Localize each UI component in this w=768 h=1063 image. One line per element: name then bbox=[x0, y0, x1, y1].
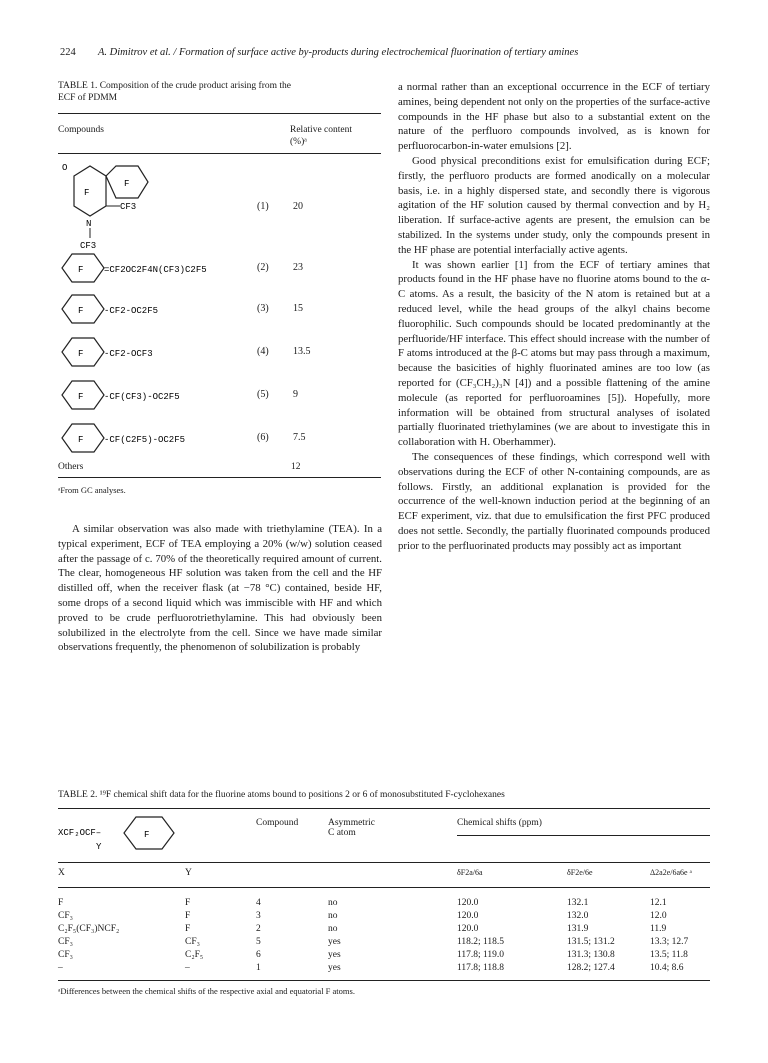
table-cell: 131.5; 131.2 bbox=[567, 937, 615, 947]
paragraph: Good physical preconditions exist for emulsification during ECF; firstly, the perfluoro products are formed anodically on a molecular basis, i.e. in a highly dispersed state, and secondly there is vigorous agitation of the HF solution caused by thermal convection and by H₂ liberation. If surface-active agents are present, the emulsion can be stabilized. In the systems under study, only the compounds present in the HF phase are potential interfacially active agents. bbox=[398, 154, 710, 256]
table2-footnote: ᵃDifferences between the chemical shifts of the respective axial and equatorial F atoms. bbox=[58, 986, 355, 996]
compound-id: (4) bbox=[257, 346, 269, 357]
table-cell: 120.0 bbox=[457, 898, 479, 908]
relative-value: 20 bbox=[293, 201, 303, 212]
table-cell: CF₃ bbox=[58, 911, 73, 921]
table-cell: CF₃ bbox=[58, 937, 73, 947]
n-cf3-group: CF3 bbox=[80, 241, 97, 251]
svg-text:-CF(C2F5)-OC2F5: -CF(C2F5)-OC2F5 bbox=[104, 435, 186, 445]
table-cell: 10.4; 8.6 bbox=[650, 963, 684, 973]
cf3-group: CF3 bbox=[120, 202, 137, 212]
table-cell: 3 bbox=[256, 911, 261, 921]
table-cell: 118.2; 118.5 bbox=[457, 937, 505, 947]
paragraph: The consequences of these findings, which correspond well with observations during the ECF of other N-containing compounds, are as follows. Firstly, an additional explanation is provided for the occurrence of the well-known induction period at the beginning of an ECF experiment, viz. that due to emulsification the first PFC produced does not settle. Secondly, the partially fluorinated compounds produced prior to the perfluorinated products may possibly act as important bbox=[398, 450, 710, 552]
relative-value: 13.5 bbox=[293, 346, 311, 357]
svg-text:Y: Y bbox=[96, 842, 102, 852]
table2-col-y: Y bbox=[185, 868, 192, 878]
table-cell: 5 bbox=[256, 937, 261, 947]
table-cell: 12.0 bbox=[650, 911, 667, 921]
svg-text:F: F bbox=[78, 306, 84, 316]
svg-text:F: F bbox=[78, 349, 84, 359]
table2-col-compound: Compound bbox=[256, 818, 299, 828]
table2-col-shifts: Chemical shifts (ppm) bbox=[457, 818, 542, 828]
table1-bottom-rule bbox=[58, 477, 381, 478]
svg-text:-CF(CF3)-OC2F5: -CF(CF3)-OC2F5 bbox=[104, 392, 180, 402]
others-value: 12 bbox=[291, 462, 301, 472]
table-cell: C₂F₅ bbox=[185, 950, 204, 960]
svg-text:=CF2OC2F4N(CF3)C2F5: =CF2OC2F4N(CF3)C2F5 bbox=[104, 265, 207, 275]
table-cell: F bbox=[185, 911, 191, 921]
table1-head-rule bbox=[58, 153, 381, 154]
table2-sub-axial: δF2a/6a bbox=[457, 868, 483, 877]
ring-f-label: F bbox=[84, 188, 90, 198]
table2-caption: TABLE 2. ¹⁹F chemical shift data for the fluorine atoms bound to positions 2 or 6 of monosubstituted F-cyclohexanes bbox=[58, 790, 505, 800]
svg-text:F: F bbox=[78, 392, 84, 402]
relative-value: 23 bbox=[293, 262, 303, 273]
table-cell: 4 bbox=[256, 898, 261, 908]
table1-col-compounds: Compounds bbox=[58, 125, 104, 135]
structure-compound-1 bbox=[60, 156, 260, 256]
page-number: 224 bbox=[60, 47, 76, 58]
table2-shifts-rule bbox=[457, 835, 710, 836]
ring-f-label: F bbox=[124, 179, 130, 189]
table-cell: 2 bbox=[256, 924, 261, 934]
oxygen-atom: O bbox=[62, 163, 68, 173]
table-cell: – bbox=[185, 963, 190, 973]
table-cell: 11.9 bbox=[650, 924, 667, 934]
table1-footnote: ᵃFrom GC analyses. bbox=[58, 485, 126, 495]
table-cell: no bbox=[328, 898, 338, 908]
table-cell: 13.5; 11.8 bbox=[650, 950, 688, 960]
compound-id: (6) bbox=[257, 432, 269, 443]
table-cell: F bbox=[185, 924, 191, 934]
table-cell: – bbox=[58, 963, 63, 973]
table-cell: 117.8; 118.8 bbox=[457, 963, 505, 973]
relative-value: 9 bbox=[293, 389, 298, 400]
table-cell: 128.2; 127.4 bbox=[567, 963, 615, 973]
table2-sub-rule bbox=[58, 887, 710, 888]
svg-text:-CF2-OC2F5: -CF2-OC2F5 bbox=[104, 306, 159, 316]
table-cell: 117.8; 119.0 bbox=[457, 950, 505, 960]
table-cell: no bbox=[328, 911, 338, 921]
table-cell: 120.0 bbox=[457, 924, 479, 934]
compound-id: (5) bbox=[257, 389, 269, 400]
table-cell: 132.1 bbox=[567, 898, 589, 908]
table2-col-asymmetric: Asymmetric C atom bbox=[328, 818, 375, 838]
paragraph: a normal rather than an exceptional occurrence in the ECF of tertiary amines, being dependent not only on the properties of the surface-active compounds in the HF phase but also to a substantial extent on the nature of the perfluoro compounds involved, as is known for perfluorocarbon-in-water emulsions [2]. bbox=[398, 81, 710, 153]
table-cell: 12.1 bbox=[650, 898, 667, 908]
table-cell: 131.9 bbox=[567, 924, 589, 934]
table-cell: yes bbox=[328, 950, 341, 960]
table-cell: CF₃ bbox=[58, 950, 73, 960]
paragraph: A similar observation was also made with triethylamine (TEA). In a typical experiment, ECF of TEA employing a 20% (w/w) solution ceased after the passage of c. 70% of the theoretically required amount of current. The clear, homogeneous HF solution was taken from the cell and the HF distilled off, when the receiver flask (at −78 °C) contained, beside HF, some drops of a second liquid which was immiscible with HF and which proved to be crude perfluorotriethylamine. This had obviously been solubilized in the electrolyte from the cell. Since we have made similar observations frequently, the phenomenon of solubilization is probably bbox=[58, 523, 382, 654]
table-cell: 13.3; 12.7 bbox=[650, 937, 689, 947]
table-cell: CF₃ bbox=[185, 937, 200, 947]
right-column-text bbox=[398, 80, 710, 554]
relative-value: 7.5 bbox=[293, 432, 306, 443]
table-cell: no bbox=[328, 924, 338, 934]
paragraph: It was shown earlier [1] from the ECF of tertiary amines that products found in the HF phase have no fluorine atoms bound to the α-C atoms. As a result, the basicity of the N atom is retained but at a reduced level, while the head groups of the alkyl chains become fluorophilic. Such compounds should be located predominantly at the perfluoride/HF interface. This effect should increase with the number of F atoms introduced at the β-C atoms but may pass through a maximum, because the basicities of highly fluorinated amines are too low (as reported for (CF₃CH₂)₃N [4]) and a possible flattening of the amine molecule (as reported for perfluoroamines [5]). Hopefully, more information will be obtained from structural analyses of isolated partially fluorinated triethylamines (we are about to investigate this in collaboration with H. Oberhammer). bbox=[398, 258, 710, 449]
svg-text:-CF2-OCF3: -CF2-OCF3 bbox=[104, 349, 153, 359]
table-cell: F bbox=[185, 898, 191, 908]
table2-top-rule bbox=[58, 808, 710, 809]
relative-value: 15 bbox=[293, 303, 303, 314]
table1-col-relative: Relative content (%)ᵃ bbox=[290, 125, 352, 147]
nitrogen-atom: N bbox=[86, 219, 92, 229]
table2-structure bbox=[58, 815, 238, 857]
structure-compound-6 bbox=[58, 422, 258, 454]
svg-text:F: F bbox=[78, 265, 84, 275]
compound-id: (1) bbox=[257, 201, 269, 212]
left-column-text bbox=[58, 522, 382, 655]
table2-sub-equatorial: δF2e/6e bbox=[567, 868, 593, 877]
svg-text:XCF₂OCF–: XCF₂OCF– bbox=[58, 828, 102, 838]
table-cell: 131.3; 130.8 bbox=[567, 950, 615, 960]
table1-top-rule bbox=[58, 113, 381, 114]
table2-col-x: X bbox=[58, 868, 65, 878]
table2-sub-delta: Δ2a2e/6a6e ᵃ bbox=[650, 868, 692, 877]
svg-text:F: F bbox=[144, 830, 150, 840]
table-cell: yes bbox=[328, 963, 341, 973]
table-cell: 132.0 bbox=[567, 911, 589, 921]
others-label: Others bbox=[58, 462, 84, 472]
table-cell: 6 bbox=[256, 950, 261, 960]
compound-id: (3) bbox=[257, 303, 269, 314]
running-title: A. Dimitrov et al. / Formation of surface active by-products during electrochemical fluorination of tertiary amines bbox=[98, 47, 579, 58]
table-cell: yes bbox=[328, 937, 341, 947]
compound-id: (2) bbox=[257, 262, 269, 273]
table-cell: F bbox=[58, 898, 64, 908]
structure-compound-3 bbox=[58, 293, 258, 325]
table2-bottom-rule bbox=[58, 980, 710, 981]
table-cell: 120.0 bbox=[457, 911, 479, 921]
structure-compound-4 bbox=[58, 336, 258, 368]
structure-compound-2 bbox=[58, 252, 258, 284]
table2-head-rule bbox=[58, 862, 710, 863]
structure-compound-5 bbox=[58, 379, 258, 411]
table1-caption: TABLE 1. Composition of the crude product arising from the ECF of PDMM bbox=[58, 81, 292, 103]
table-cell: C₂F₅(CF₃)NCF₂ bbox=[58, 924, 120, 934]
table-cell: 1 bbox=[256, 963, 261, 973]
svg-text:F: F bbox=[78, 435, 84, 445]
